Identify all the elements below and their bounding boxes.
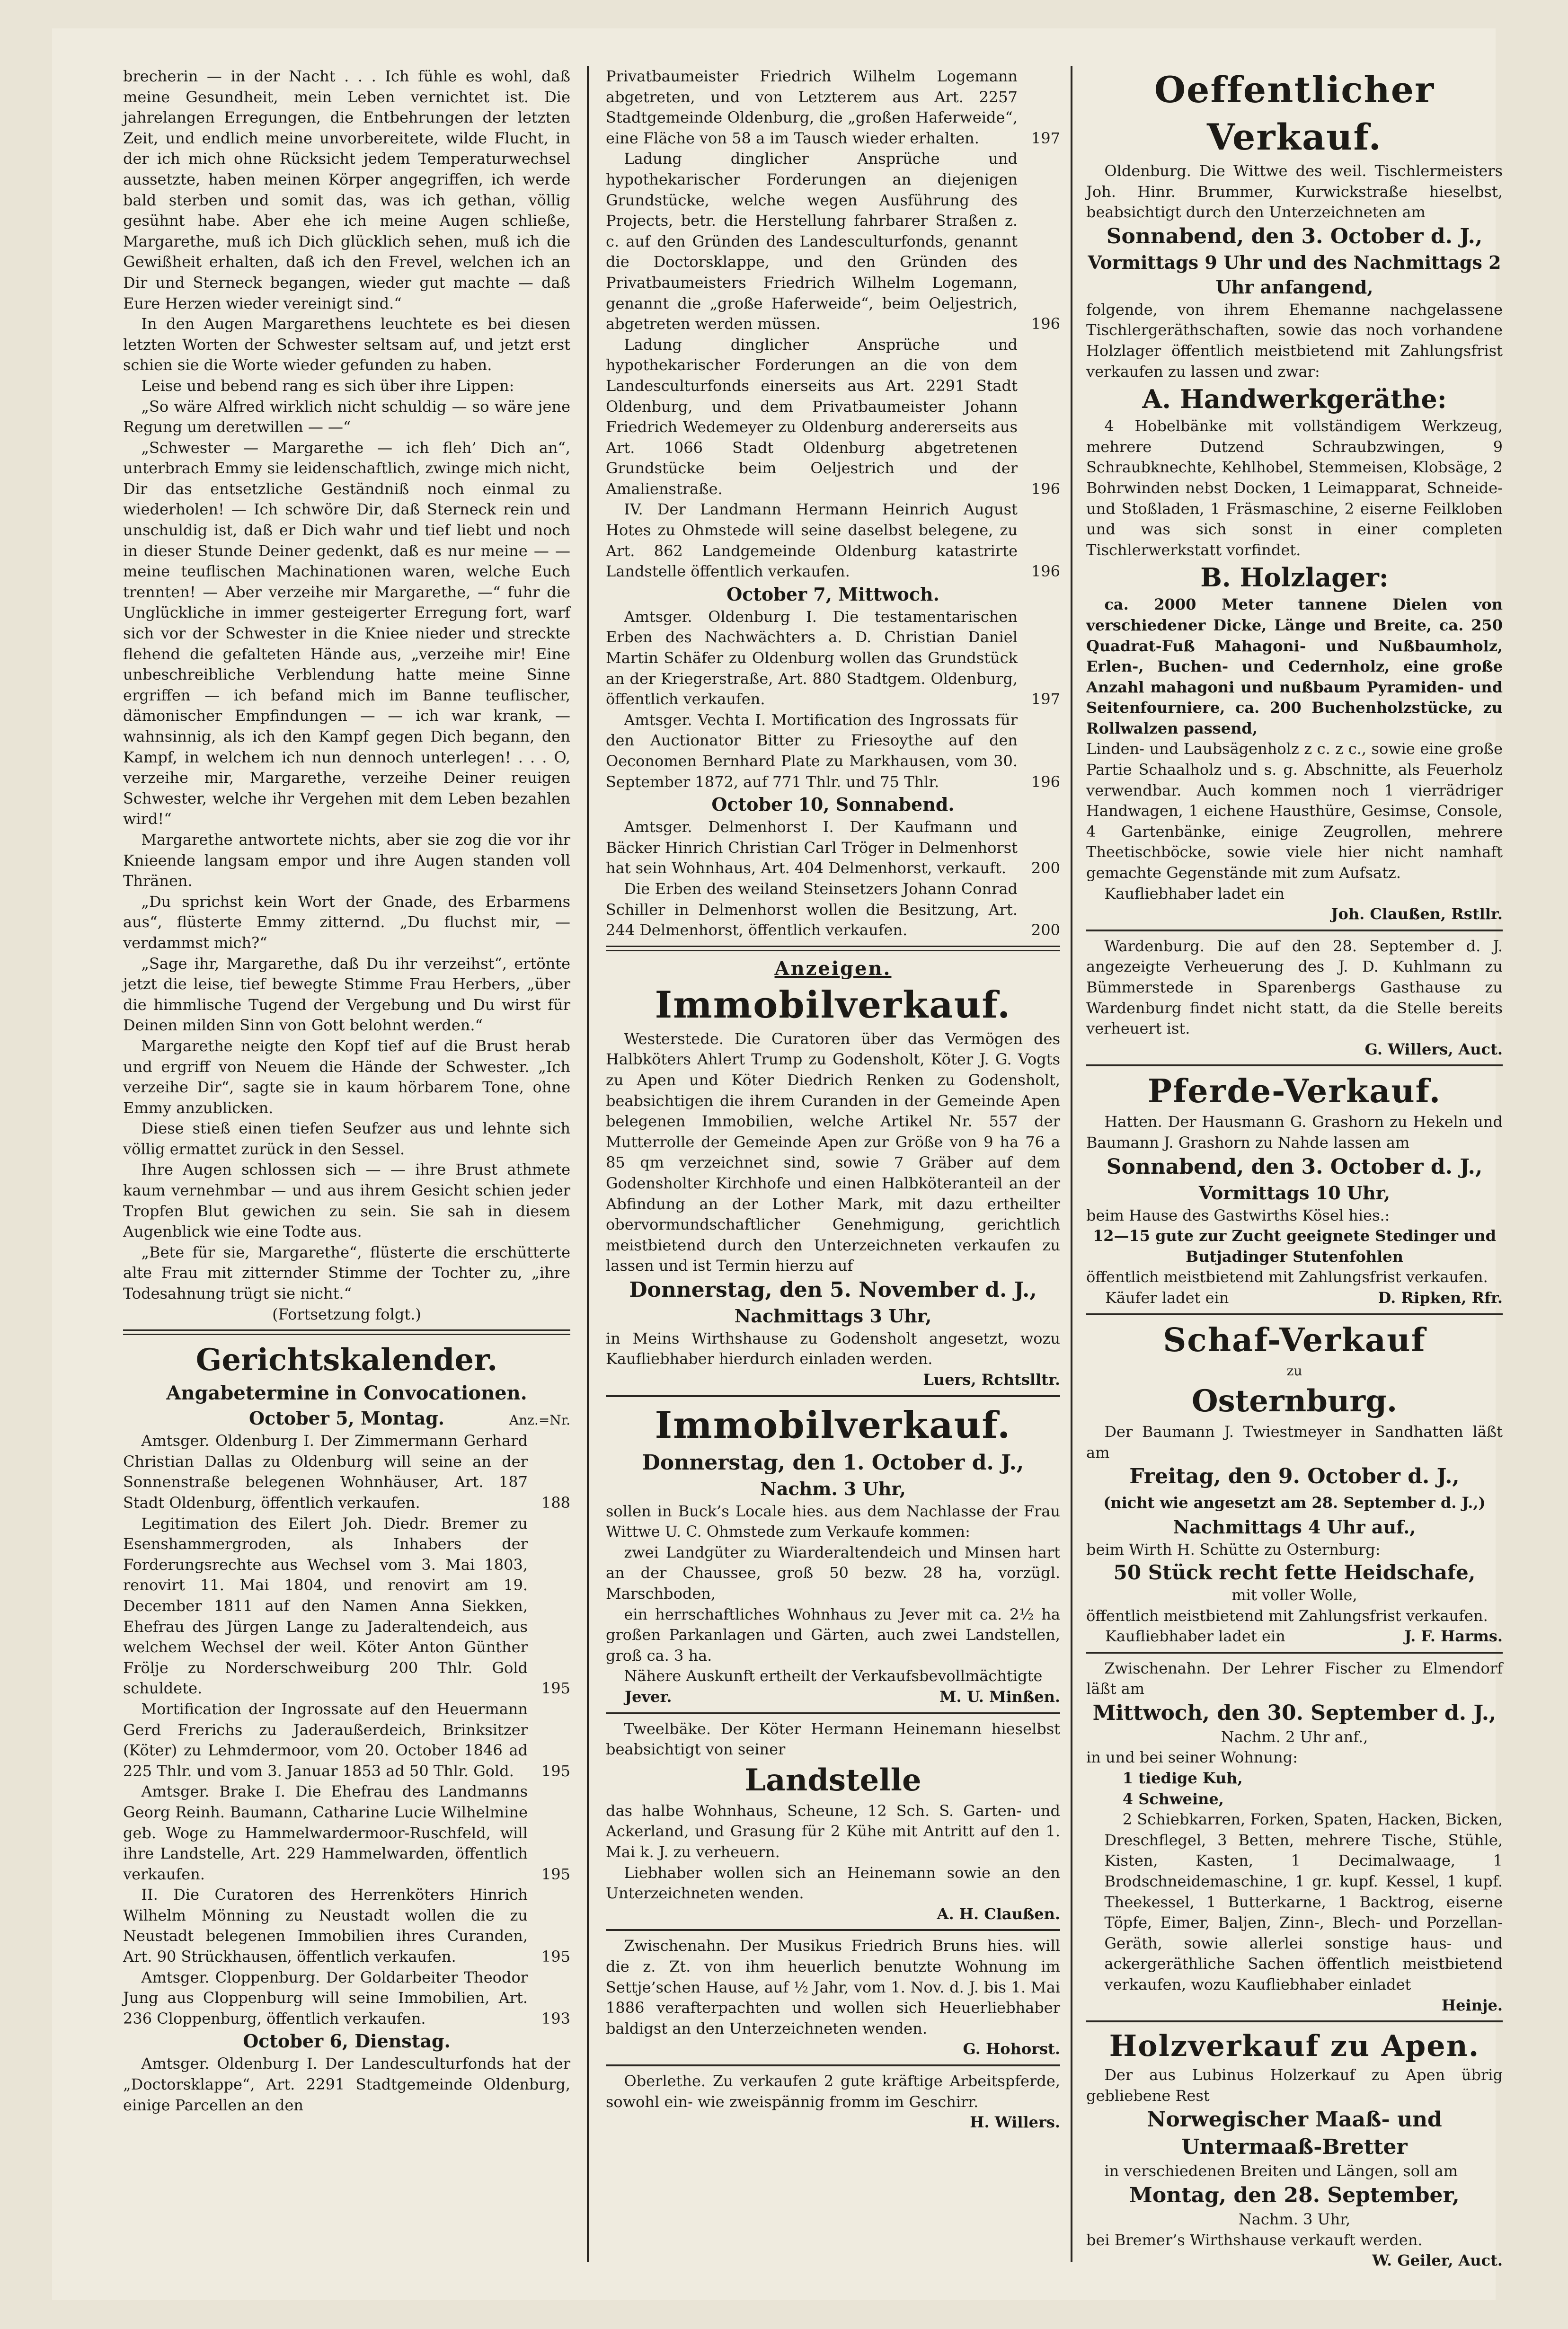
court-entry-text: IV. Der Landmann Hermann Heinrich August Hotes zu Ohmstede will seine daselbst belegene, zu Art. 862 Landgemeinde Oldenburg katastrirte Landstelle öffentlich verkaufen. <box>606 500 1018 581</box>
column-1 <box>123 66 570 2116</box>
ad-time: Vormittags 9 Uhr und des Nachmittags 2 Uhr anfangend, <box>1088 251 1501 298</box>
ad-text: Linden- und Laubsägenholz z c. z c., sowie eine große Partie Schaalholz und s. g. Abschnitte, als Feuerholz verwendbar. Auch kommen noch 1 vierrädriger Handwagen, 1 eichene Hausthüre, Gesimse, Console, 4 Gartenbänke, einige Zeugrollen, mehrere Theetischböcke, sowie viele hier nicht namhaft gemachte Gegenstände mit zum Aufsatz. <box>1086 740 1503 882</box>
ad-item: Norwegischer Maaß- und Untermaaß-Bretter <box>1147 2108 1442 2160</box>
date-heading-row <box>123 1406 570 1431</box>
column-3 <box>1086 66 1503 2271</box>
ad-text: zu <box>1286 1363 1302 1379</box>
court-entry-text: Ladung dinglicher Ansprüche und hypothekarischer Forderungen an die von dem Landesculturfonds einerseits aus Art. 2291 Stadt Oldenburg, und dem Privatbaumeister Johann Friedrich Wedemeyer zu Oldenburg andererseits aus Art. 1066 Stadt Oldenburg abgetretenen Grundstücke beim Oeljestrich und der Amalienstraße. <box>606 335 1018 498</box>
entry-number: 196 <box>1031 315 1060 333</box>
ad-text: Westerstede. Die Curatoren über das Vermögen des Halbköters Ahlert Trump zu Godensholt, Köter J. G. Vogts zu Apen und Köter Diedrich Renken zu Godensholt, beabsichtigen die ihrem Curanden in der Gemeinde Apen belegenen Immobilien, welche Artikel Nr. 557 der Mutterrolle der Gemeinde Apen zur Größe von 9 ha 76 a 85 qm verzeichnet sind, sowie 7 Gräber auf dem Godensholter Kirchhofe und einen Halbköteranteil an der Abfindung an der Lother Mark, mit dazu ertheilter obervormundschaftlicher Genehmigung, gerichtlich meistbietend durch den Unterzeichneten verkaufen zu lassen und ist Termin hierzu auf <box>606 1029 1060 1275</box>
entry-number: 197 <box>1031 129 1060 147</box>
ad-text: Hatten. Der Hausmann G. Grashorn zu Hekeln und Baumann J. Grashorn zu Nahde lassen am <box>1086 1113 1503 1151</box>
divider <box>1086 930 1503 931</box>
entry-number: 195 <box>541 1679 570 1698</box>
ad-text: das halbe Wohnhaus, Scheune, 12 Sch. S. Garten- und Ackerland, und Grasung für 2 Kühe mit Antritt auf den 1. Mai k. J. zu verheuern. <box>606 1801 1060 1861</box>
court-entry-text: Legitimation des Eilert Joh. Diedr. Bremer zu Esenshammergroden, als Inhabers der Forderungsrechte aus Wechsel vom 3. Mai 1803, renovirt 11. Mai 1804, und renovirt am 19. December 1811 auf den Namen Anna Siekken, Ehefrau des Jürgen Lange zu Jaderaltendeich, aus welchem Wechsel der weil. Köter Anton Günther Frölje zu Norderschweiburg 200 Thlr. Gold schuldete. <box>123 1514 528 1698</box>
divider <box>1086 1064 1503 1066</box>
divider <box>1086 2020 1503 2022</box>
ad-signature: G. Hohorst. <box>963 2040 1060 2058</box>
court-entry-text: Amtsger. Cloppenburg. Der Goldarbeiter Theodor Jung aus Cloppenburg will seine Immobilien, Art. 236 Cloppenburg, öffentlich verkaufen. <box>123 1968 528 2028</box>
ad-text: 4 Hobelbänke mit vollständigem Werkzeug, mehrere Dutzend Schraubzwingen, 9 Schraubknechte, Kehlhobel, Stemmeisen, Klobsäge, 2 Bohrwinden nebst Docken, 1 Leimapparat, Schneide- und Stoßladen, 1 Fräsmaschine, 2 eiserne Feilkloben und was sich sonst in einer completen Tischlerwerkstatt vorfindet. <box>1086 417 1503 559</box>
court-entry <box>606 335 1060 500</box>
story-paragraph: „So wäre Alfred wirklich nicht schuldig — so wäre jene Regung um deretwillen — —“ <box>123 397 570 436</box>
story-paragraph: Margarethe neigte den Kopf tief auf die Brust herab und ergriff von Neuem die Hände der Schwester. „Ich verzeihe Dir“, sagte sie in kaum hörbarem Tone, ohne Emmy anzublicken. <box>123 1036 570 1117</box>
ad-text: Der aus Lubinus Holzerkauf zu Apen übrig gebliebene Rest <box>1086 2066 1503 2105</box>
ad-text: öffentlich meistbietend mit Zahlungsfrist verkaufen. <box>1086 1268 1488 1286</box>
ad-time: Vormittags 10 Uhr, <box>1198 1182 1391 1204</box>
ads-heading: Anzeigen. <box>774 957 892 980</box>
ad-time: Nachm. 3 Uhr, <box>1238 2210 1351 2228</box>
court-entry <box>123 1885 570 1967</box>
ad-signature: W. Geiler, Auct. <box>1372 2251 1503 2270</box>
divider <box>606 2064 1060 2066</box>
divider <box>1086 1313 1503 1315</box>
ad-section-heading: A. Handwerkgeräthe: <box>1142 384 1447 415</box>
ad-signature: J. F. Harms. <box>1404 1627 1503 1646</box>
court-entry <box>123 1699 570 1781</box>
ad-date: Mittwoch, den 30. September d. J., <box>1092 1700 1497 1725</box>
ad-text: Zwischenahn. Der Musikus Friedrich Bruns hies. will die z. Zt. von ihm heuerlich benutzte Wohnung im Settje’schen Hause, auf ½ Jahr, vom 1. Nov. d. J. bis 1. Mai 1886 verafterpachten und wollen sich Heuerliebhaber baldigst an den Unterzeichneten wenden. <box>606 1937 1060 2037</box>
court-entry <box>606 66 1060 149</box>
court-entry <box>606 710 1060 792</box>
ad-text: Kaufliebhaber ladet ein <box>1104 884 1285 903</box>
ad-date: Sonnabend, den 3. October d. J., <box>1106 224 1483 248</box>
court-entry-text: Amtsger. Delmenhorst I. Der Kaufmann und Bäcker Hinrich Christian Carl Tröger in Delmenhorst hat sein Wohnhaus, Art. 404 Delmenhorst, verkauft. <box>606 818 1018 877</box>
ad-signature-row <box>1086 1626 1503 1647</box>
ad-date: Donnerstag, den 1. October d. J., <box>642 1450 1024 1475</box>
ad-text: beim Wirth H. Schütte zu Osternburg: <box>1086 1541 1381 1559</box>
story-paragraph: „Bete für sie, Margarethe“, flüsterte die erschütterte alte Frau mit zitternder Stimme der Tochter zu, „ihre Todesahnung trügt sie nicht.“ <box>123 1243 570 1303</box>
ad-note: (nicht wie angesetzt am 28. September d. J.,) <box>1103 1494 1486 1512</box>
ad-signature: D. Ripken, Rfr. <box>1378 1288 1503 1307</box>
ad-date: Sonnabend, den 3. October d. J., <box>1106 1154 1483 1179</box>
court-entry <box>606 149 1060 334</box>
court-entry <box>606 817 1060 879</box>
ad-time: Nachm. 2 Uhr anf., <box>1221 1727 1368 1746</box>
story-paragraph: „Schwester — Margarethe — ich fleh’ Dich an“, unterbrach Emmy sie leidenschaftlich, zwinge mich nicht, Dir das entsetzliche Geständniß noch einmal zu wiederholen! — Ich schwöre Dir, daß Sterneck rein und unschuldig ist, daß er Dich wahr und tief liebt und noch in dieser Stunde Deiner gedenkt, daß es nur meine — — meine teuflischen Machinationen waren, welche Euch trennten! — Aber verzeihe mir Margarethe, —“ fuhr die Unglückliche in immer gesteigerter Erregung fort, warf sich vor der Schwester in die Kniee nieder und streckte flehend die gefalteten Hände aus, „verzeihe mir! Eine unbeschreibliche Verblendung hatte meine Sinne ergriffen — ich befand mich im Banne teuflischer, dämonischer Empfindungen — — ich war krank, — wahnsinnig, als ich den Kampf gegen Dich begann, den Kampf, in welchem ich nun dennoch unterlegen! . . . O, verzeihe mir, Margarethe, verzeihe Deiner reuigen Schwester, welche ihr Vergehen mit dem Leben bezahlen wird!“ <box>123 438 570 828</box>
ad-text: Kaufliebhaber ladet ein <box>1105 1627 1285 1646</box>
ad-text: Wardenburg. Die auf den 28. September d. J. angezeigte Verheuerung des J. D. Kuhlmann zu Bümmerstede in Sparenbergs Gasthause zu Wardenburg findet nicht statt, da die Stelle bereits verheuert ist. <box>1086 937 1503 1038</box>
divider <box>1086 1652 1503 1654</box>
ad-title: Oeffentlicher Verkauf. <box>1154 69 1435 158</box>
ad-text: in verschiedenen Breiten und Längen, soll am <box>1104 2162 1458 2180</box>
ad-signature: Heinje. <box>1441 1996 1503 2014</box>
ad-title: Immobilverkauf. <box>655 983 1011 1027</box>
court-entry-text: Mortification der Ingrossate auf den Heuermann Gerd Frerichs zu Jaderaußerdeich, Brinksitzer (Köter) zu Lehmdermoor, vom 20. October 1846 ad 225 Thlr. und vom 3. Januar 1853 ad 50 Thlr. Gold. <box>123 1700 528 1780</box>
ad-place: Jever. <box>625 1688 672 1706</box>
ad-text: sollen in Buck’s Locale hies. aus dem Nachlasse der Frau Wittwe U. C. Ohmstede zum Verkaufe kommen: <box>606 1502 1060 1541</box>
story-paragraph: brecherin — in der Nacht . . . Ich fühle es wohl, daß meine Gesundheit, mein Leben vernichtet ist. Die jahrelangen Erregungen, die Entbehrungen der letzten Zeit, und endlich meine unvorbereitete, wilde Flucht, in der ich mich ohne Rücksicht jedem Temperaturwechsel aussetzte, haben meinen Körper angegriffen, ich werde bald sterben und somit das, was ich gethan, völlig gesühnt habe. Aber ehe ich meine Augen schließe, Margarethe, muß ich Dich glücklich sehen, muß ich die Gewißheit erhalten, daß ich den Frevel, welchen ich an Dir und Sterneck begangen, wieder gut machte — daß Eure Herzen wieder vereinigt sind.“ <box>123 67 570 312</box>
entry-number: 196 <box>1031 479 1060 498</box>
ad-text: mit voller Wolle, <box>1231 1585 1357 1604</box>
court-entry-text: Amtsger. Oldenburg I. Der Zimmermann Gerhard Christian Dallas zu Oldenburg will seine an der Sonnenstraße belegenen Wohnhäuser, Art. 187 Stadt Oldenburg, öffentlich verkaufen. <box>123 1432 528 1512</box>
court-entry-text: Privatbaumeister Friedrich Wilhelm Logemann abgetreten, und von Letzterem aus Art. 2257 Stadtgemeinde Oldenburg, die „großen Haferweide“, eine Fläche von 58 a im Tausch wieder erhalten. <box>606 67 1018 147</box>
story-paragraph: Ihre Augen schlossen sich — — ihre Brust athmete kaum vernehmbar — und aus ihrem Gesicht schien jeder Tropfen Blut gewichen zu sein. Sie sah in diesem Augenblick wie eine Todte aus. <box>123 1160 570 1241</box>
court-calendar-subtitle: Angabetermine in Convocationen. <box>166 1382 527 1405</box>
column-2 <box>606 66 1060 2133</box>
story-paragraph: Leise und bebend rang es sich über ihre Lippen: <box>141 376 514 395</box>
entry-number: 188 <box>541 1494 570 1512</box>
ad-signature-row <box>606 1687 1060 1708</box>
entry-number: 197 <box>1031 690 1060 708</box>
ad-time: Nachmittags 3 Uhr, <box>734 1305 932 1327</box>
ad-date: Montag, den 28. September, <box>1129 2183 1460 2207</box>
ad-item: zwei Landgüter zu Wiarderaltendeich und Minsen hart an der Chaussee, groß 50 bezw. 28 ha, vorzügl. Marschboden, <box>606 1543 1060 1603</box>
ad-title: Schaf-Verkauf <box>1163 1321 1426 1359</box>
court-entry-text: II. Die Curatoren des Herrenköters Hinrich Wilhelm Mönning zu Neustadt wollen die zu Neustadt belegenen Immobilien ihres Curanden, Art. 90 Strückhausen, öffentlich verkaufen. <box>123 1886 528 1966</box>
entry-number: 196 <box>1031 562 1060 581</box>
ad-text: Nähere Auskunft ertheilt der Verkaufsbevollmächtigte <box>624 1667 1043 1685</box>
court-entry <box>123 1967 570 2029</box>
ad-signature: Joh. Claußen, Rstllr. <box>1331 905 1503 923</box>
divider <box>606 1929 1060 1931</box>
story-paragraph: „Du sprichst kein Wort der Gnade, des Erbarmens aus“, flüsterte Emmy zitternd. „Du fluchst mir, — verdammst mich?“ <box>123 892 570 952</box>
ad-text: Liebhaber wollen sich an Heinemann sowie an den Unterzeichneten wenden. <box>606 1863 1060 1903</box>
court-entry <box>606 879 1060 941</box>
continued-note: (Fortsetzung folgt.) <box>272 1305 421 1323</box>
story-paragraph: In den Augen Margarethens leuchtete es bei diesen letzten Worten der Schwester seltsam auf, und jetzt erst schien sie die Worte wieder gefunden zu haben. <box>123 315 570 374</box>
divider <box>123 1329 570 1335</box>
court-entry-text: Amtsger. Brake I. Die Ehefrau des Landmanns Georg Reinh. Baumann, Catharine Lucie Wilhelmine geb. Woge zu Hammelwardermoor-Ruschfeld, will ihre Landstelle, Art. 229 Hammelwarden, öffentlich verkaufen. <box>123 1782 528 1883</box>
ad-text: folgende, von ihrem Ehemanne nachgelassene Tischlergeräthschaften, sowie das noch vorhandene Holzlager öffentlich meistbietend mit Zahlungsfrist verkaufen zu lassen und zwar: <box>1086 300 1503 381</box>
entry-number: 195 <box>541 1948 570 1966</box>
date-heading: October 7, Mittwoch. <box>726 583 939 605</box>
ad-date: Freitag, den 9. October d. J., <box>1129 1464 1460 1489</box>
ad-text: 2 Schiebkarren, Forken, Spaten, Hacken, Bicken, Dreschflegel, 3 Betten, mehrere Tische, Stühle, Kisten, Kasten, 1 Decimalwaage, 1 Brodschneidemaschine, 1 gr. kupf. Kessel, 1 kupf. Theekessel, 1 Butterkarne, 1 Backtrog, eiserne Töpfe, Eimer, Baljen, Zinn-, Blech- und Porzellan-Geräth, sowie allerlei sonstige haus- und ackergeräthliche Sachen öffentlich meistbietend verkaufen, wozu Kaufliebhaber einladet <box>1104 1810 1503 1993</box>
divider <box>606 946 1060 951</box>
ad-time: Nachmittags 4 Uhr auf., <box>1173 1516 1416 1538</box>
story-paragraph: Margarethe antwortete nichts, aber sie zog die vor ihr Knieende langsam empor und ihre Augen standen voll Thränen. <box>123 830 570 890</box>
ad-title-place: Osternburg. <box>1191 1383 1398 1419</box>
column-rule <box>587 66 589 2262</box>
entry-number: 200 <box>1031 921 1060 939</box>
column-rule <box>1071 66 1072 2262</box>
court-entry <box>123 1514 570 1699</box>
entry-number: 195 <box>541 1762 570 1780</box>
ad-title: Pferde-Verkauf. <box>1147 1072 1442 1111</box>
ad-signature: G. Willers, Auct. <box>1364 1040 1503 1058</box>
divider <box>606 1395 1060 1397</box>
entry-number: 196 <box>1031 772 1060 791</box>
ad-signature: A. H. Claußen. <box>937 1904 1060 1923</box>
court-entry <box>123 1781 570 1885</box>
ad-text: in und bei seiner Wohnung: <box>1086 1748 1298 1767</box>
date-heading: October 6, Dienstag. <box>243 2030 451 2052</box>
ad-signature-row <box>1086 1288 1503 1309</box>
court-entry <box>606 499 1060 582</box>
ad-date: Donnerstag, den 5. November d. J., <box>629 1277 1037 1302</box>
entry-number: 200 <box>1031 859 1060 877</box>
ad-item: 4 Schweine, <box>1122 1789 1224 1808</box>
date-heading: October 5, Montag. <box>248 1408 445 1429</box>
ad-text: öffentlich meistbietend mit Zahlungsfrist verkaufen. <box>1086 1606 1488 1625</box>
ad-title: Holzverkauf zu Apen. <box>1109 2028 1480 2063</box>
ad-item: 1 tiedige Kuh, <box>1122 1769 1243 1788</box>
court-entry-text: Die Erben des weiland Steinsetzers Johann Conrad Schiller in Delmenhorst wollen die Besitzung, Art. 244 Delmenhorst, öffentlich verkaufen. <box>606 879 1018 939</box>
anz-label: Anz.=Nr. <box>509 1412 570 1428</box>
ad-item: ein herrschaftliches Wohnhaus zu Jever mit ca. 2½ ha großen Parkanlagen und Gärten, auch zwei Landstellen, groß ca. 3 ha. <box>606 1605 1060 1665</box>
date-heading: October 10, Sonnabend. <box>711 794 955 815</box>
ad-title: Immobilverkauf. <box>655 1403 1011 1447</box>
divider <box>606 1712 1060 1714</box>
ad-time: Nachm. 3 Uhr, <box>760 1478 906 1499</box>
court-calendar-title: Gerichtskalender. <box>195 1342 498 1378</box>
ad-text: beim Hause des Gastwirths Kösel hies.: <box>1086 1206 1390 1224</box>
ad-text: in Meins Wirthshause zu Godensholt angesetzt, wozu Kaufliebhaber hierdurch einladen werden. <box>606 1329 1060 1368</box>
ad-text: Tweelbäke. Der Köter Hermann Heinemann hieselbst beabsichtigt von seiner <box>606 1719 1060 1759</box>
court-entry-text: Ladung dinglicher Ansprüche und hypothekarischer Forderungen an diejenigen Grundstücke, welche wegen Ausführung des Projects, betr. die Herstellung fahrbarer Straßen z. c. auf den Gründen des Landesculturfonds, genannt die Doctorsklappe, und den Gründen des Privatbaumeisters Friedrich Wilhelm Logemann, genannt die „große Haferweide“, beim Oeljestrich, abgetreten werden müssen. <box>606 150 1018 333</box>
court-entry-text: Amtsger. Oldenburg I. Die testamentarischen Erben des Nachwächters a. D. Christian Daniel Martin Schäfer zu Oldenburg wollen das Grundstück an der Kriegerstraße, Art. 880 Stadtgem. Oldenburg, öffentlich verkaufen. <box>606 607 1018 708</box>
ad-text: Oberlethe. Zu verkaufen 2 gute kräftige Arbeitspferde, sowohl ein- wie zweispännig fromm im Geschirr. <box>606 2072 1060 2111</box>
entry-number: 195 <box>541 1865 570 1883</box>
ad-text: Der Baumann J. Twiestmeyer in Sandhatten läßt am <box>1086 1423 1503 1461</box>
ad-signature: Luers, Rchtslltr. <box>923 1371 1060 1389</box>
ad-text: ca. 2000 Meter tannene Dielen von verschiedener Dicke, Länge und Breite, ca. 250 Quadrat-Fuß Mahagoni- und Nußbaumholz, Erlen-, Buchen- und Cedernholz, eine große Anzahl mahagoni und nußbaum Pyramiden- und Seitenfourniere, ca. 200 Buchenholzstücke, zu Rollwalzen passend, <box>1086 595 1503 737</box>
court-entry <box>606 607 1060 710</box>
ad-signature: H. Willers. <box>970 2113 1060 2132</box>
story-paragraph: „Sage ihr, Margarethe, daß Du ihr verzeihst“, ertönte jetzt die leise, tief bewegte Stimme Frau Herbers, „über die himmlische Tugend der Vergebung und Du wirst für Deinen milden Sinn von Gott belohnt werden.“ <box>123 954 570 1035</box>
story-paragraph: Diese stieß einen tiefen Seufzer aus und lehnte sich völlig ermattet zurück in den Sessel. <box>123 1119 570 1158</box>
court-entry <box>123 1431 570 1513</box>
ad-text: Käufer ladet ein <box>1105 1288 1229 1307</box>
ad-item: 12—15 gute zur Zucht geeignete Stedinger und Butjadinger Stutenfohlen <box>1092 1227 1497 1266</box>
ad-item: 50 Stück recht fette Heidschafe, <box>1113 1560 1476 1584</box>
ad-text: Oldenburg. Die Wittwe des weil. Tischlermeisters Joh. Hinr. Brummer, Kurwickstraße hieselbst, beabsichtigt durch den Unterzeichneten am <box>1086 162 1503 221</box>
ad-signature: M. U. Minßen. <box>939 1688 1060 1706</box>
court-entry-text: Amtsger. Oldenburg I. Der Landesculturfonds hat der „Doctorsklappe“, Art. 2291 Stadtgemeinde Oldenburg, einige Parcellen an den <box>123 2054 570 2114</box>
ad-title: Landstelle <box>744 1762 921 1798</box>
ad-section-heading: B. Holzlager: <box>1200 562 1389 593</box>
ad-text: Zwischenahn. Der Lehrer Fischer zu Elmendorf läßt am <box>1086 1659 1503 1698</box>
court-entry-text: Amtsger. Vechta I. Mortification des Ingrossats für den Auctionator Bitter zu Friesoythe auf den Oeconomen Bernhard Plate zu Markhausen, vom 30. September 1872, auf 771 Thlr. und 75 Thlr. <box>606 710 1018 791</box>
ad-text: bei Bremer’s Wirthshause verkauft werden. <box>1086 2231 1423 2249</box>
entry-number: 193 <box>541 2009 570 2028</box>
